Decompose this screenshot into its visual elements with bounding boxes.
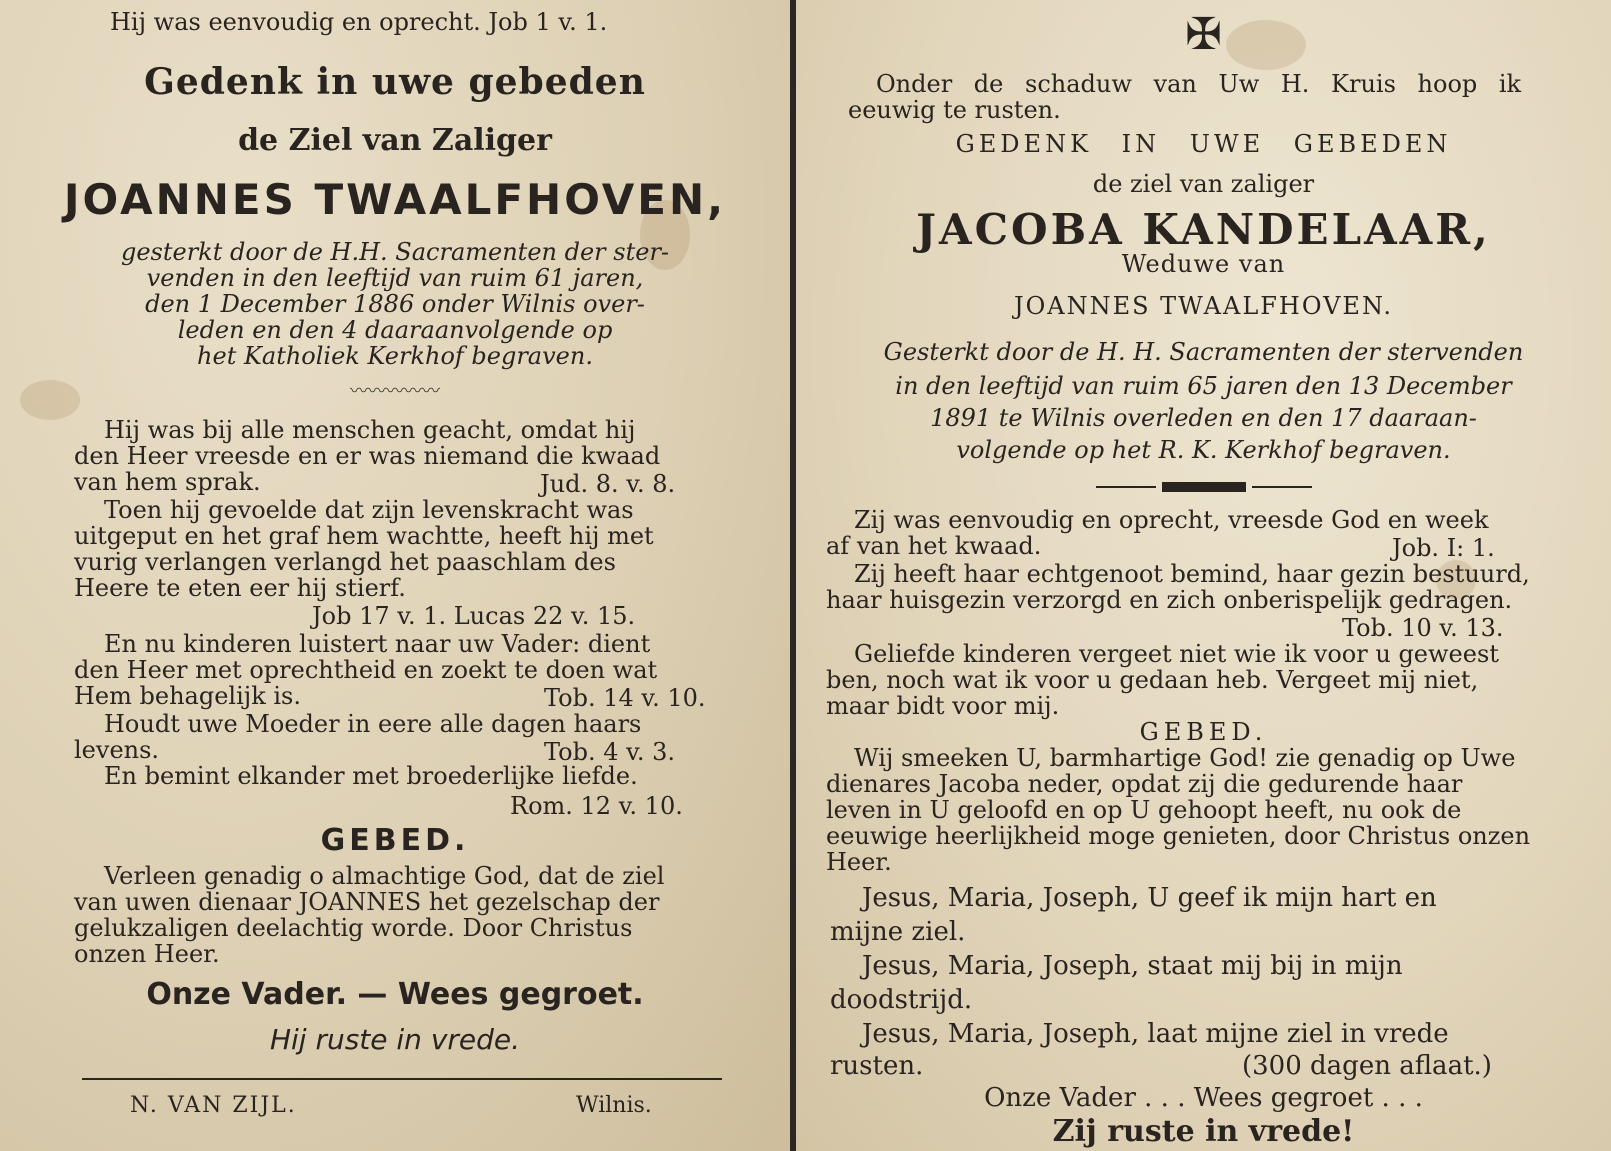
right-motto-line: eeuwig te rusten. — [848, 96, 1061, 124]
left-printer: N. VAN ZIJL. — [130, 1093, 297, 1118]
right-death-line: volgende op het R. K. Kerkhof begraven. — [956, 436, 1451, 464]
right-motto-line: Onder de schaduw van Uw H. Kruis hoop ik — [876, 70, 1522, 98]
right-divider-center — [1162, 482, 1246, 492]
left-death-line: venden in den leeftijd van ruim 61 jaren, — [146, 264, 644, 292]
left-closing: Onze Vader. — Wees gegroet. — [146, 977, 644, 1012]
right-ref-job: Job. I: 1. — [1392, 534, 1495, 562]
left-body-line: uitgeput en het graf hem wachtte, heeft hij met — [74, 522, 654, 550]
right-invocation-line: Jesus, Maria, Joseph, staat mij bij in mijn — [862, 951, 1403, 981]
right-prayer-line: Heer. — [826, 848, 892, 876]
right-husband-name: JOANNES TWAALFHOVEN. — [1013, 292, 1394, 320]
left-death-line: het Katholiek Kerkhof begraven. — [197, 342, 593, 370]
right-prayer-title: GEBED. — [1139, 718, 1268, 746]
right-divider-left — [1096, 486, 1156, 488]
left-body-line: den Heer met oprechtheid en zoekt te doen wat — [74, 656, 658, 684]
left-death-line: gesterkt door de H.H. Sacramenten der ster- — [120, 238, 670, 266]
right-prayer-line: dienares Jacoba neder, opdat zij die gedurende haar — [826, 770, 1463, 798]
left-death-line: leden en den 4 daaraanvolgende op — [177, 316, 613, 344]
left-place: Wilnis. — [576, 1093, 652, 1118]
right-death-line: in den leeftijd van ruim 65 jaren den 13 December — [895, 372, 1512, 400]
right-prayer-line: eeuwige heerlijkheid moge genieten, door Christus onzen — [826, 822, 1531, 850]
left-ref-jud: Jud. 8. v. 8. — [540, 470, 676, 498]
right-heading: GEDENK IN UWE GEBEDEN — [955, 130, 1452, 158]
right-indulgence: (300 dagen aflaat.) — [1242, 1051, 1492, 1081]
left-motto: Hij was eenvoudig en oprecht. Job 1 v. 1. — [110, 8, 608, 36]
memorial-card-right — [796, 0, 1611, 1151]
right-closing: Onze Vader . . . Wees gegroet . . . — [984, 1083, 1423, 1113]
left-body-line: Hij was bij alle menschen geacht, omdat hij — [104, 416, 636, 444]
left-ref-tob14: Tob. 14 v. 10. — [544, 684, 706, 712]
right-body-line: haar huisgezin verzorgd en zich onberispelijk gedragen. — [826, 586, 1513, 614]
left-body-line: van hem sprak. — [74, 468, 261, 496]
left-ref-tob4: Tob. 4 v. 3. — [544, 738, 675, 766]
left-prayer-line: Verleen genadig o almachtige God, dat de ziel — [104, 862, 665, 890]
right-deceased-name: JACOBA KANDELAAR, — [916, 205, 1491, 254]
right-body-line: maar bidt voor mij. — [826, 692, 1060, 720]
right-body-line: Geliefde kinderen vergeet niet wie ik voor u geweest — [854, 640, 1499, 668]
left-body-line: Toen hij gevoelde dat zijn levenskracht was — [104, 496, 634, 524]
left-ref-job-lucas: Job 17 v. 1. Lucas 22 v. 15. — [312, 602, 636, 630]
right-prayer-line: Wij smeeken U, barmhartige God! zie genadig op Uwe — [854, 744, 1516, 772]
left-body-line: levens. — [74, 736, 160, 764]
right-body-line: af van het kwaad. — [826, 532, 1042, 560]
right-widow-of: Weduwe van — [1121, 250, 1286, 278]
left-footer-rule — [82, 1078, 722, 1080]
right-death-line: 1891 te Wilnis overleden en den 17 daaraan- — [930, 404, 1477, 432]
right-rest-in-peace: Zij ruste in vrede! — [1052, 1114, 1355, 1149]
left-body-line: vurig verlangen verlangd het paaschlam des — [74, 548, 616, 576]
left-body-line: den Heer vreesde en er was niemand die kwaad — [74, 442, 661, 470]
left-body-line: Hem behagelijk is. — [74, 682, 302, 710]
left-body-line: En bemint elkander met broederlijke liefde. — [104, 762, 638, 790]
right-invocation-line: mijne ziel. — [830, 917, 966, 947]
cross-icon: ✠ — [1185, 9, 1222, 60]
left-prayer-line: gelukzaligen deelachtig worde. Door Christus — [74, 914, 633, 942]
right-body-line: ben, noch wat ik voor u gedaan heb. Vergeet mij niet, — [826, 666, 1479, 694]
right-invocation-line: Jesus, Maria, Joseph, U geef ik mijn hart en — [862, 883, 1437, 913]
left-subheading: de Ziel van Zaliger — [238, 123, 552, 158]
right-body-line: Zij heeft haar echtgenoot bemind, haar gezin bestuurd, — [854, 560, 1530, 588]
left-body-line: Heere te eten eer hij stierf. — [74, 574, 406, 602]
left-body-line: En nu kinderen luistert naar uw Vader: dient — [104, 630, 651, 658]
left-death-line: den 1 December 1886 onder Wilnis over- — [145, 290, 645, 318]
left-deceased-name: JOANNES TWAALFHOVEN, — [63, 175, 727, 224]
left-ornament: 〰〰〰〰〰 — [350, 381, 440, 402]
left-rest-in-peace: Hij ruste in vrede. — [269, 1023, 521, 1056]
right-divider-right — [1252, 486, 1312, 488]
right-invocation-line: Jesus, Maria, Joseph, laat mijne ziel in vrede — [862, 1019, 1449, 1049]
left-prayer-line: onzen Heer. — [74, 940, 220, 968]
right-subheading: de ziel van zaliger — [1092, 170, 1315, 198]
left-body-line: Houdt uwe Moeder in eere alle dagen haars — [104, 710, 642, 738]
memorial-card-left — [0, 0, 790, 1151]
left-prayer-title: GEBED. — [320, 823, 470, 858]
right-death-line: Gesterkt door de H. H. Sacramenten der stervenden — [883, 338, 1524, 366]
left-ref-rom: Rom. 12 v. 10. — [510, 792, 683, 820]
right-invocation-line: rusten. — [830, 1051, 924, 1081]
left-heading: Gedenk in uwe gebeden — [144, 61, 646, 103]
right-prayer-line: leven in U geloofd en op U gehoopt heeft, nu ook de — [826, 796, 1462, 824]
right-ref-tob: Tob. 10 v. 13. — [1342, 614, 1504, 642]
left-prayer-line: van uwen dienaar JOANNES het gezelschap der — [74, 888, 660, 916]
right-body-line: Zij was eenvoudig en oprecht, vreesde God en week — [854, 506, 1489, 534]
right-invocation-line: doodstrijd. — [830, 985, 973, 1015]
